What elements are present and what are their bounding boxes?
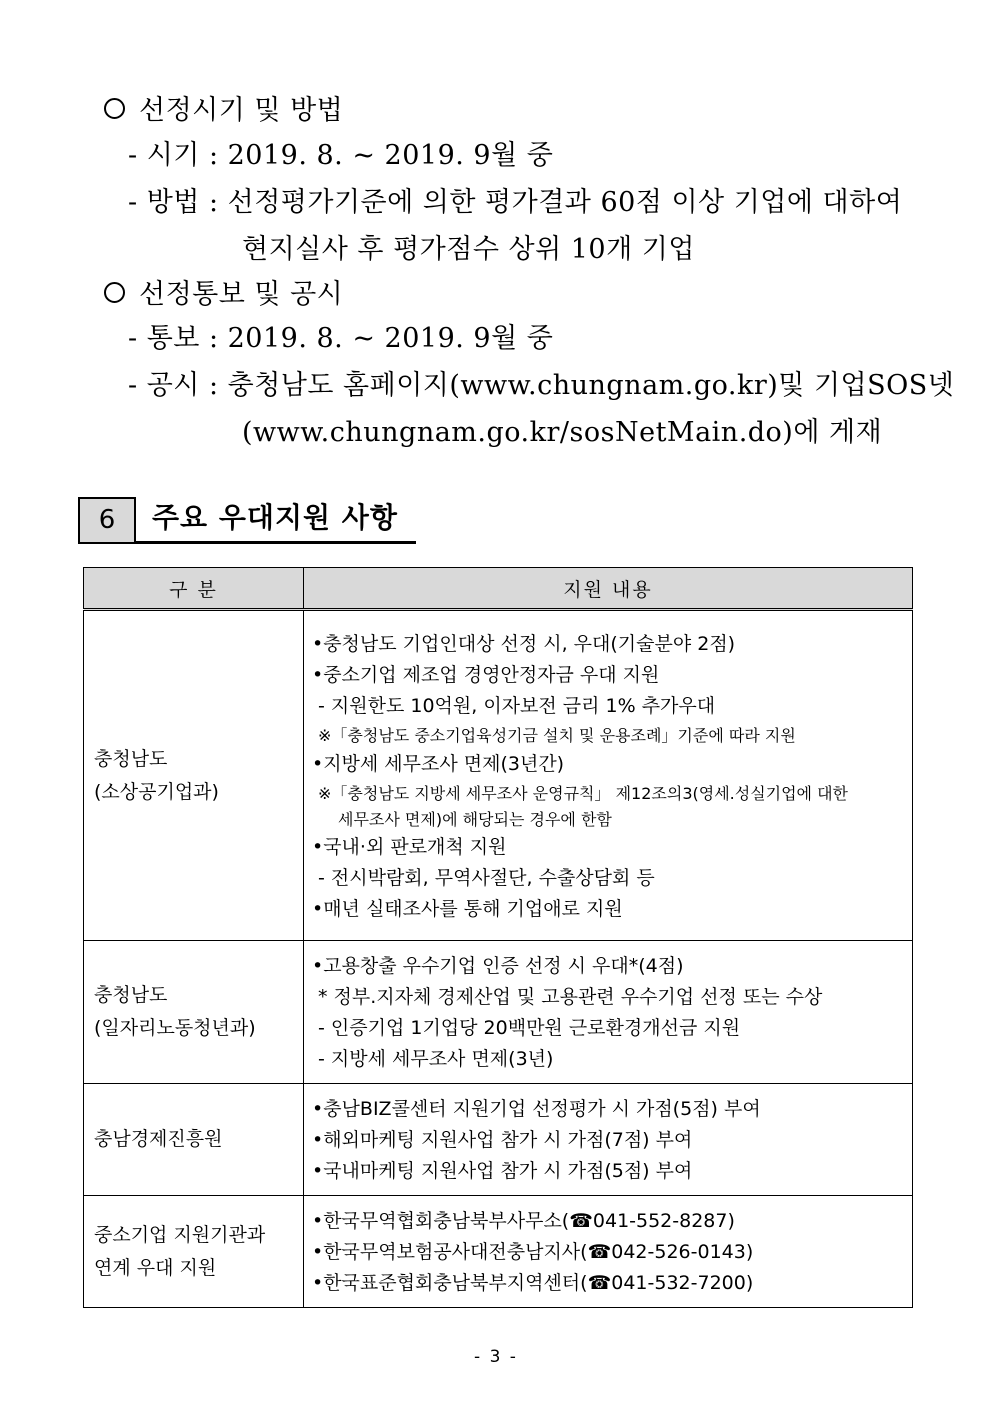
note-line: ※「충청남도 지방세 세무조사 운영규칙」 제12조의3(영세.성실기업에 대한 xyxy=(318,783,849,803)
content-line: •지방세 세무조사 면제(3년간) xyxy=(312,752,565,775)
content-line: •충청남도 기업인대상 선정 시, 우대(기술분야 2점) xyxy=(312,632,736,655)
page-number: - 3 - xyxy=(474,1347,518,1367)
content-line: •충남BIZ콜센터 지원기업 선정평가 시 가점(5점) 부여 xyxy=(312,1098,761,1120)
section-a-title xyxy=(104,88,343,127)
content-line: - 지원한도 10억원, 이자보전 금리 1% 추가우대 xyxy=(318,694,716,717)
row-content xyxy=(304,610,913,941)
content-line: •중소기업 제조업 경영안정자금 우대 지원 xyxy=(312,663,660,686)
table-row xyxy=(84,941,913,1084)
header-content: 지원 내용 xyxy=(304,568,913,610)
content-line: •국내마케팅 지원사업 참가 시 가점(5점) 부여 xyxy=(312,1160,693,1182)
category-line: (소상공기업과) xyxy=(94,780,219,803)
row-category xyxy=(84,1196,304,1308)
note-line: ※「충청남도 중소기업육성기금 설치 및 운용조례」기준에 따라 지원 xyxy=(318,725,796,745)
category-line: 연계 우대 지원 xyxy=(94,1256,217,1279)
category-line: 충청남도 xyxy=(94,747,168,770)
category-line: 충청남도 xyxy=(94,984,168,1006)
table-header-row xyxy=(84,568,913,610)
section-a-title-text: 선정시기 및 방법 xyxy=(139,95,344,126)
row-category xyxy=(84,610,304,941)
content-line: * 정부.지자체 경제산업 및 고용관련 우수기업 선정 또는 수상 xyxy=(318,986,823,1008)
row-content xyxy=(304,1196,913,1308)
content-line: •고용창출 우수기업 인증 선정 시 우대*(4점) xyxy=(312,955,684,977)
section-a-method-1: - 방법 : 선정평가기준에 의한 평가결과 60점 이상 기업에 대하여 xyxy=(128,187,903,218)
content-line: - 지방세 세무조사 면제(3년) xyxy=(318,1048,554,1070)
section-a-method-2: 현지실사 후 평가점수 상위 10개 기업 xyxy=(242,234,695,265)
heading-underline xyxy=(136,541,416,544)
table-row xyxy=(84,1084,913,1196)
support-table xyxy=(83,567,913,1308)
section-a-timing: - 시기 : 2019. 8. ~ 2019. 9월 중 xyxy=(128,140,554,171)
content-line: - 전시박람회, 무역사절단, 수출상담회 등 xyxy=(318,866,655,889)
content-line: •한국무역보험공사대전충남지사(☎042-526-0143) xyxy=(312,1241,754,1263)
section-b-publish-2: (www.chungnam.go.kr/sosNetMain.do)에 게재 xyxy=(242,417,883,448)
heading-title: 주요 우대지원 사항 xyxy=(152,501,398,534)
content-line: •한국표준협회충남북부지역센터(☎041-532-7200) xyxy=(312,1272,754,1294)
circle-bullet-icon xyxy=(104,282,125,303)
category-line: 중소기업 지원기관과 xyxy=(94,1223,266,1246)
section-b-notice: - 통보 : 2019. 8. ~ 2019. 9월 중 xyxy=(128,323,554,354)
content-line: •한국무역협회충남북부사무소(☎041-552-8287) xyxy=(312,1210,735,1232)
heading-number: 6 xyxy=(78,497,136,544)
circle-bullet-icon xyxy=(104,98,125,119)
category-line: (일자리노동청년과) xyxy=(94,1017,256,1039)
row-content xyxy=(304,1084,913,1196)
row-category xyxy=(84,941,304,1084)
section-b-title xyxy=(104,272,343,311)
content-line: •매년 실태조사를 통해 기업애로 지원 xyxy=(312,897,623,920)
note-line: 세무조사 면제)에 해당되는 경우에 한함 xyxy=(338,809,612,829)
table-row xyxy=(84,610,913,941)
section-b-title-text: 선정통보 및 공시 xyxy=(139,279,344,310)
row-content xyxy=(304,941,913,1084)
section-b-publish-1: - 공시 : 충청남도 홈페이지(www.chungnam.go.kr)및 기업SOS넷 xyxy=(128,370,955,401)
category-line: 충남경제진흥원 xyxy=(94,1128,223,1150)
content-line: - 인증기업 1기업당 20백만원 근로환경개선금 지원 xyxy=(318,1017,741,1039)
row-category xyxy=(84,1084,304,1196)
table-row xyxy=(84,1196,913,1308)
content-line: •해외마케팅 지원사업 참가 시 가점(7점) 부여 xyxy=(312,1129,693,1151)
header-category: 구 분 xyxy=(84,568,304,610)
content-line: •국내·외 판로개척 지원 xyxy=(312,835,507,858)
